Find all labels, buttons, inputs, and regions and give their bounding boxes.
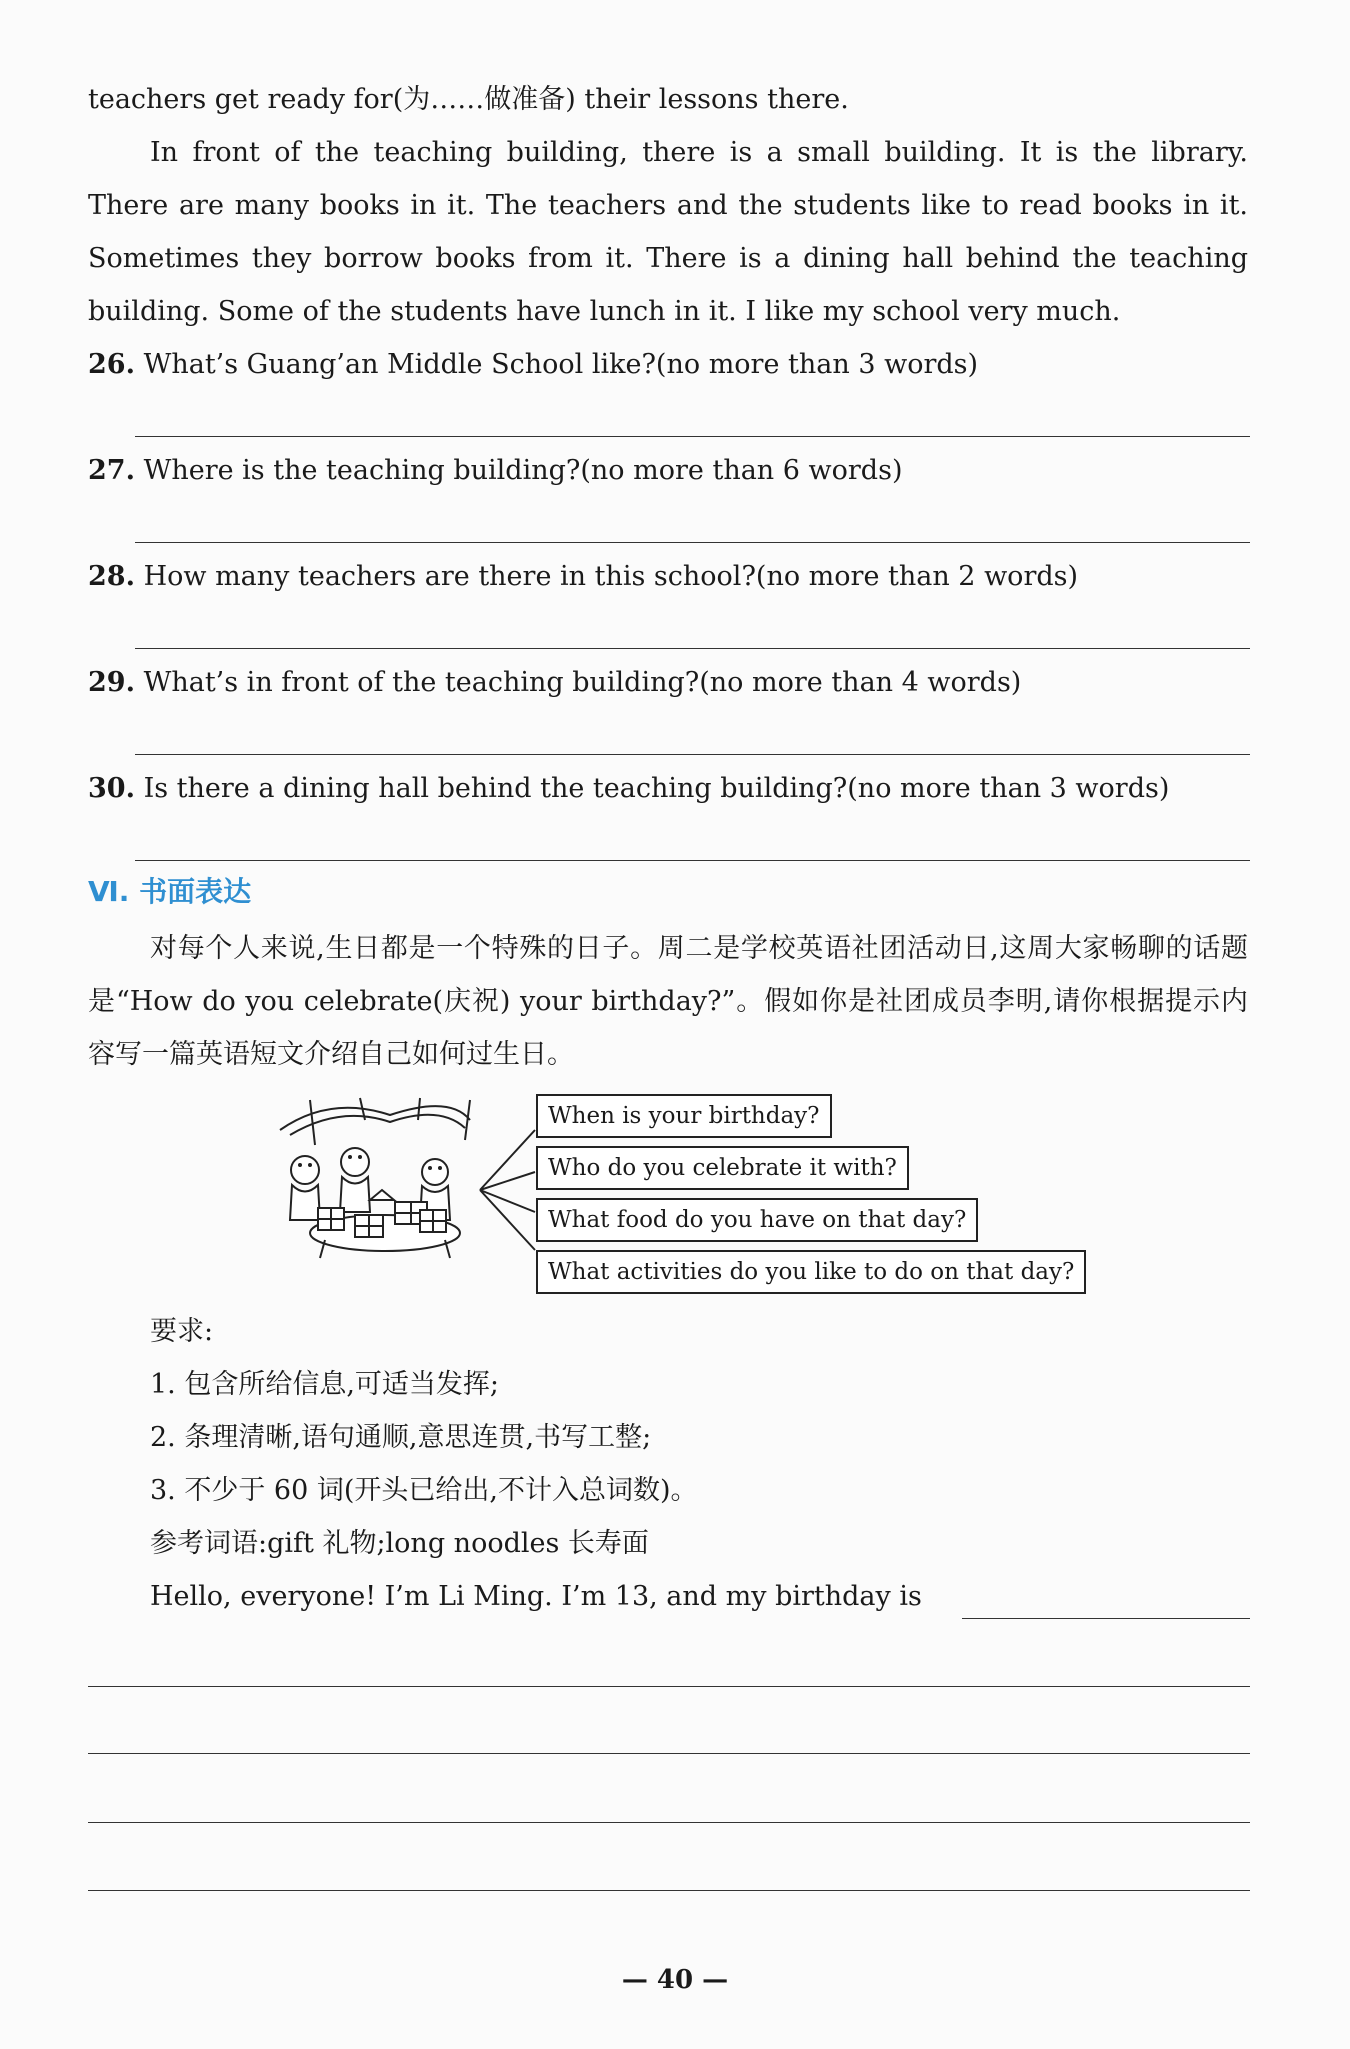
- answer-line-29[interactable]: [135, 754, 1250, 755]
- question-text: What’s Guang’an Middle School like?(no more than 3 words): [143, 349, 979, 380]
- reference-words: 参考词语:gift 礼物;long noodles 长寿面: [150, 1528, 649, 1559]
- question-number: 29.: [88, 667, 135, 698]
- writing-line-2[interactable]: [88, 1753, 1250, 1754]
- answer-line-26[interactable]: [135, 436, 1250, 437]
- writing-line-opening[interactable]: [962, 1618, 1250, 1619]
- passage-paragraph: [88, 126, 1248, 338]
- question-26: [88, 345, 978, 385]
- requirements-label: 要求:: [150, 1316, 214, 1347]
- prompt-box-4: What activities do you like to do on that day?: [536, 1250, 1086, 1294]
- requirement-2: 2. 条理清晰,语句通顺,意思连贯,书写工整;: [150, 1422, 652, 1453]
- question-text: Where is the teaching building?(no more than 6 words): [143, 455, 903, 486]
- birthday-party-illustration: [270, 1090, 540, 1260]
- question-27: [88, 451, 902, 491]
- question-text: Is there a dining hall behind the teaching building?(no more than 3 words): [143, 773, 1170, 804]
- answer-line-28[interactable]: [135, 648, 1250, 649]
- question-text: How many teachers are there in this school?(no more than 2 words): [143, 561, 1079, 592]
- passage-text: In front of the teaching building, there is a small building. It is the library. There are many books in it. The teachers and the students like to read books in it. Sometimes they borrow books from it. There is a dining hall behind the teaching building. Some of the students have lunch in it. I like my school very much.: [88, 137, 1248, 327]
- section-title: Ⅵ. 书面表达: [88, 875, 252, 908]
- requirement-3: 3. 不少于 60 词(开头已给出,不计入总词数)。: [150, 1475, 698, 1506]
- answer-line-30[interactable]: [135, 860, 1250, 861]
- writing-line-1[interactable]: [88, 1686, 1250, 1687]
- prompt-box-3: What food do you have on that day?: [536, 1198, 978, 1242]
- question-number: 26.: [88, 349, 135, 380]
- question-text: What’s in front of the teaching building?(no more than 4 words): [143, 667, 1022, 698]
- writing-line-3[interactable]: [88, 1822, 1250, 1823]
- essay-opening: Hello, everyone! I’m Li Ming. I’m 13, and my birthday is: [150, 1581, 922, 1612]
- question-30: [88, 769, 1169, 809]
- question-number: 28.: [88, 561, 135, 592]
- writing-line-4[interactable]: [88, 1890, 1250, 1891]
- question-number: 30.: [88, 773, 135, 804]
- question-number: 27.: [88, 455, 135, 486]
- requirement-1: 1. 包含所给信息,可适当发挥;: [150, 1369, 500, 1400]
- section-intro-text: 对每个人来说,生日都是一个特殊的日子。周二是学校英语社团活动日,这周大家畅聊的话题是“How do you celebrate(庆祝) your birthday?”。假如你是社团成员李明,请你根据提示内容写一篇英语短文介绍自己如何过生日。: [88, 933, 1248, 1070]
- question-28: [88, 557, 1078, 597]
- section-intro: [88, 922, 1248, 1081]
- prompt-box-2: Who do you celebrate it with?: [536, 1146, 909, 1190]
- prompt-box-1: When is your birthday?: [536, 1094, 832, 1138]
- question-29: [88, 663, 1021, 703]
- page-number: — 40 —: [621, 1965, 729, 1995]
- passage-line-top: teachers get ready for(为……做准备) their lessons there.: [88, 84, 849, 115]
- answer-line-27[interactable]: [135, 542, 1250, 543]
